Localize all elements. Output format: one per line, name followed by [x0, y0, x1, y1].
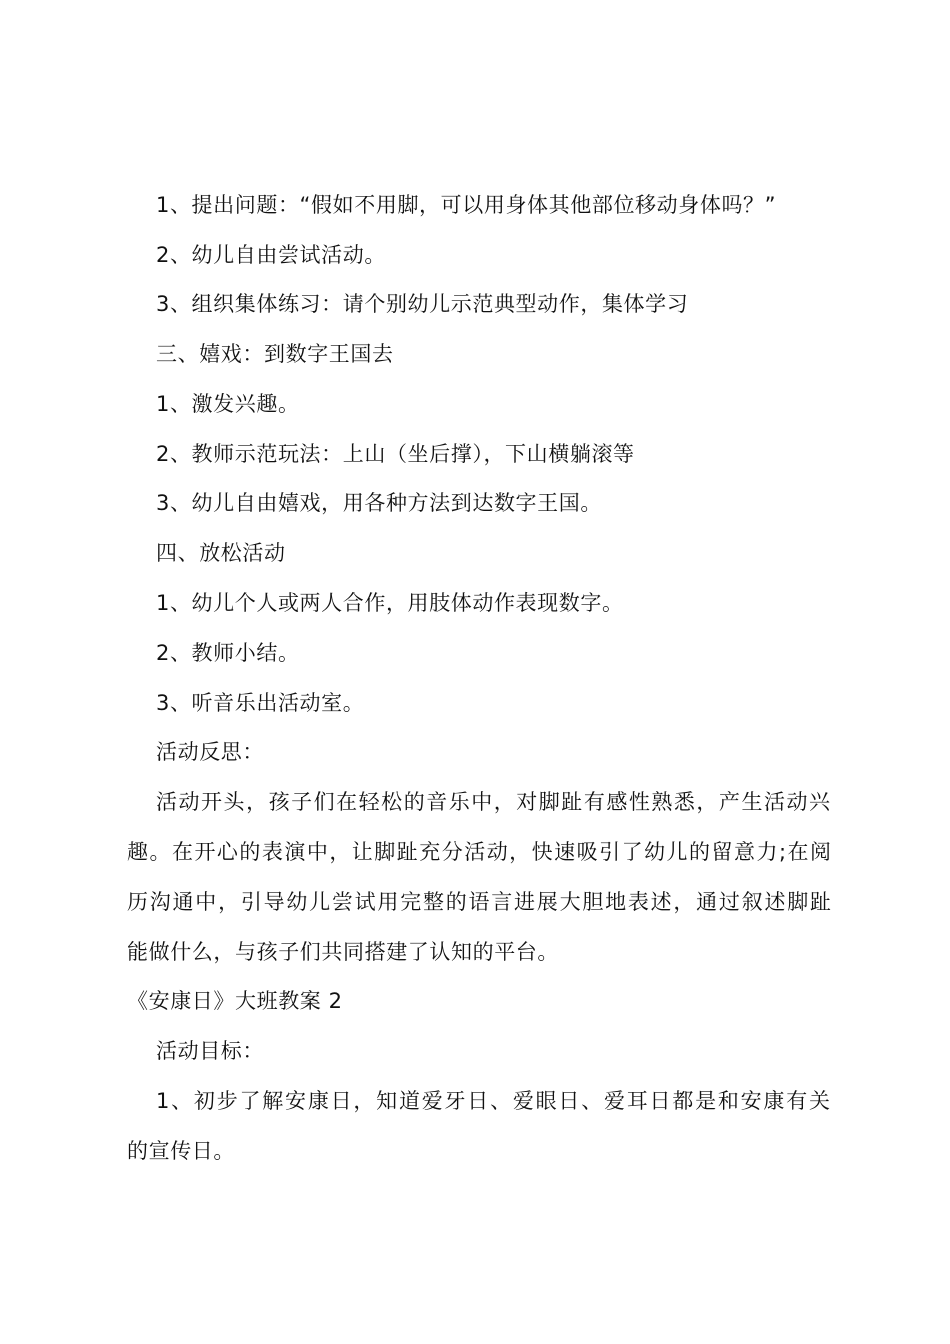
section-heading: 四、放松活动 [156, 541, 286, 565]
section-heading: 三、嬉戏：到数字王国去 [156, 342, 394, 366]
text-line: 2、教师示范玩法：上山（坐后撑），下山横躺滚等 [156, 442, 635, 466]
paragraph-line: 1、初步了解安康日，知道爱牙日、爱眼日、爱耳日都是和安康有关 [156, 1089, 830, 1113]
paragraph-line: 的宣传日。 [127, 1139, 235, 1163]
document-title: 《安康日》大班教案 2 [127, 989, 343, 1013]
text-line: 1、提出问题：“假如不用脚，可以用身体其他部位移动身体吗？” [156, 193, 777, 217]
text-line: 3、组织集体练习：请个别幼儿示范典型动作，集体学习 [156, 292, 689, 316]
text-line: 1、激发兴趣。 [156, 392, 300, 416]
paragraph-line: 能做什么，与孩子们共同搭建了认知的平台。 [127, 940, 559, 964]
section-heading: 活动反思： [156, 740, 264, 764]
text-line: 1、幼儿个人或两人合作，用肢体动作表现数字。 [156, 591, 624, 615]
text-line: 3、幼儿自由嬉戏，用各种方法到达数字王国。 [156, 491, 602, 515]
text-line: 2、幼儿自由尝试活动。 [156, 243, 386, 267]
paragraph-line: 活动开头，孩子们在轻松的音乐中，对脚趾有感性熟悉，产生活动兴 [156, 790, 830, 814]
paragraph-line: 历沟通中，引导幼儿尝试用完整的语言进展大胆地表述，通过叙述脚趾 [127, 890, 831, 914]
text-line: 2、教师小结。 [156, 641, 300, 665]
section-heading: 活动目标： [156, 1039, 264, 1063]
text-line: 3、听音乐出活动室。 [156, 691, 365, 715]
paragraph-line: 趣。在开心的表演中，让脚趾充分活动，快速吸引了幼儿的留意力;在阅 [127, 840, 831, 864]
